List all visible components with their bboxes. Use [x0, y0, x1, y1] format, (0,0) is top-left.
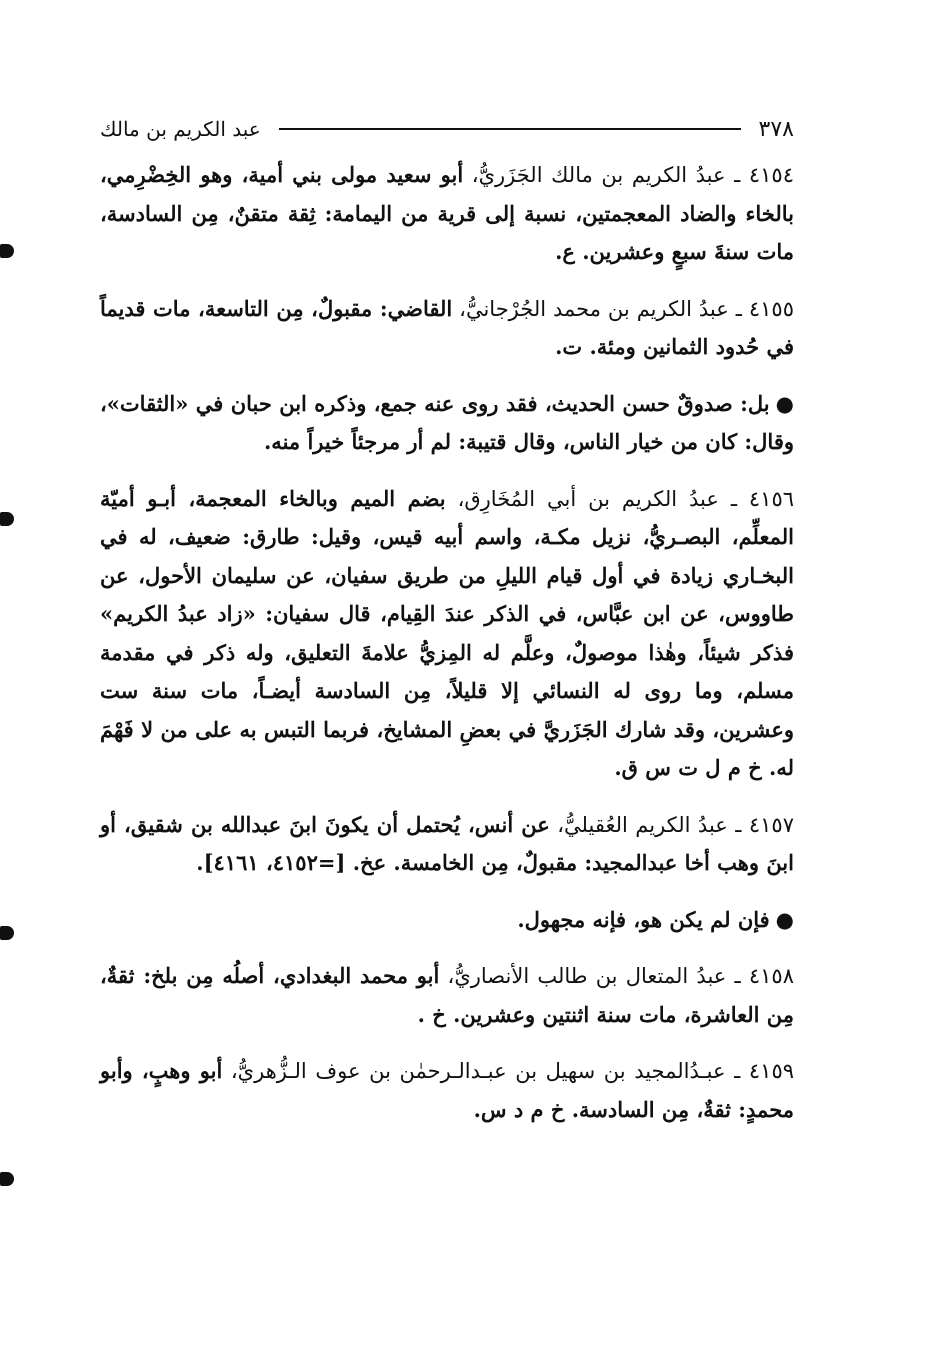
margin-mark: [0, 926, 14, 940]
entry-text: أبو محمد البغدادي، أصلُه مِن بلخ: ثقةٌ، مِن العاشرة، مات سنة اثنتين وعشرين. خ .: [100, 963, 794, 1027]
entry-name: عبـدُالمجيد بن سهيل بن عبـدالـرحمٰن بن عوف الـزُّهريُّ،: [230, 1059, 726, 1083]
entry-text: أبو وهبٍ، وأبو محمدٍ: ثقةٌ، مِن السادسة. خ م د س.: [100, 1058, 794, 1122]
entry-text: القاضي: مقبولٌ، مِن التاسعة، مات قديماً في حُدود الثمانين ومئة. ت.: [100, 295, 794, 359]
biography-entry: ٤١٥٦ ـ عبدُ الكريم بن أبي المُخَارِق، بضم الميم وبالخاء المعجمة، أبـو أميّة المعلِّم، البصـريُّ، نزيل مكـة، واسم أبيه قيس، وقيل: طارق: ضعيف، له في البخـاري زيادة في أول قيام الليلِ من طريق سفيان، عن سليمان الأحول، عن طاووس، عن ابن عبَّاس، في الذكر عندَ القِيام، قال سفيان: «زاد عبدُ الكريم» فذكر شيئاً، وهٰذا موصولٌ، وعلَّم له المِزيُّ علامةَ التعليق، وله ذكر في مقدمة مسلم، وما روى له النسائي إلا قليلاً، مِن السادسة أيضـاً، مات سنة ست وعشرين، وقد شارك الجَزَريَّ في بعضِ المشايخ، فربما التبس به على من لا فَهْمَ له. خ م ل ت س ق.: [100, 485, 795, 780]
editor-note: [100, 901, 794, 940]
entry-name: عبدُ الكريم بن أبي المُخَارِق،: [457, 486, 719, 511]
bullet-icon: ●: [775, 906, 794, 932]
entry-number: ٤١٥٦: [748, 486, 795, 511]
entry-number: ٤١٥٩: [748, 1059, 795, 1083]
biography-entry: ٤١٥٩ ـ عبـدُالمجيد بن سهيل بن عبـدالـرحمٰن بن عوف الـزُّهريُّ، أبو وهبٍ، وأبو محمدٍ: ثقةٌ، مِن السادسة. خ م د س.: [100, 1058, 795, 1122]
entry-number: ٤١٥٧: [748, 812, 794, 837]
margin-mark: [0, 1172, 14, 1186]
page-number: ٣٧٨: [758, 116, 794, 142]
entry-name: عبدُ الكريم العُقيليُّ،: [557, 812, 728, 837]
bullet-icon: ●: [775, 390, 794, 416]
entry-name: عبدُ المتعال بن طالب الأنصاريُّ،: [447, 964, 727, 988]
note-text: فإن لم يكن هو، فإنه مجهول.: [517, 906, 770, 932]
biography-entry: ٤١٥٥ ـ عبدُ الكريم بن محمد الجُرْجانيُّ، القاضي: مقبولٌ، مِن التاسعة، مات قديماً في حُدود الثمانين ومئة. ت.: [100, 295, 794, 359]
page-body: [100, 156, 794, 1129]
entry-name: عبدُ الكريم بن مالك الجَزَريُّ،: [471, 163, 726, 187]
header-rule: [279, 128, 741, 130]
biography-entry: ٤١٥٨ ـ عبدُ المتعال بن طالب الأنصاريُّ، أبو محمد البغدادي، أصلُه مِن بلخ: ثقةٌ، مِن العاشرة، مات سنة اثنتين وعشرين. خ .: [100, 963, 794, 1027]
note-text: بل: صدوقٌ حسن الحديث، فقد روى عنه جمع، وذكره ابن حبان في «الثقات»، وقال: كان من خيار الناس، وقال قتيبة: لم أر مرجئاً خيراً منه.: [100, 390, 794, 454]
biography-entry: ٤١٥٤ ـ عبدُ الكريم بن مالك الجَزَريُّ، أبو سعيد مولى بني أمية، وهو الخِضْرِمي، بالخاء والضاد المعجمتين، نسبة إلى قرية من اليمامة: ثِقة متقنٌ، مِن السادسة، مات سنةَ سبعٍ وعشرين. ع.: [100, 162, 794, 264]
biography-entry: ٤١٥٧ ـ عبدُ الكريم العُقيليُّ، عن أنس، يُحتمل أن يكونَ ابنَ عبدالله بن شقيق، أو ابنَ وهب أخا عبدالمجيد: مقبولٌ، مِن الخامسة. عخ. [=٤١٥٢، ٤١٦١].: [100, 811, 794, 875]
editor-note: [100, 385, 794, 462]
entry-text: أبو سعيد مولى بني أمية، وهو الخِضْرِمي، بالخاء والضاد المعجمتين، نسبة إلى قرية من اليمامة: ثِقة متقنٌ، مِن السادسة، مات سنةَ سبعٍ وعشرين. ع.: [100, 162, 794, 264]
running-title: عبد الكريم بن مالك: [100, 117, 261, 141]
entry-text: بضم الميم وبالخاء المعجمة، أبـو أميّة المعلِّم، البصـريُّ، نزيل مكـة، واسم أبيه قيس، وقيل: طارق: ضعيف، له في البخـاري زيادة في أول قيام الليلِ من طريق سفيان، عن سليمان الأحول، عن طاووس، عن ابن عبَّاس، في الذكر عندَ القِيام، قال سفيان: «زاد عبدُ الكريم» فذكر شيئاً، وهٰذا موصولٌ، وعلَّم له المِزيُّ علامةَ التعليق، وله ذكر في مقدمة مسلم، وما روى له النسائي إلا قليلاً، مِن السادسة أيضـاً، مات سنة ست وعشرين، وقد شارك الجَزَريَّ في بعضِ المشايخ، فربما التبس به على من لا فَهْمَ له. خ م ل ت س ق.: [100, 485, 794, 780]
margin-mark: [0, 512, 14, 526]
entry-number: ٤١٥٥: [748, 296, 794, 321]
entry-text: عن أنس، يُحتمل أن يكونَ ابنَ عبدالله بن شقيق، أو ابنَ وهب أخا عبدالمجيد: مقبولٌ، مِن الخامسة. عخ. [=٤١٥٢، ٤١٦١].: [100, 811, 794, 875]
entry-number: ٤١٥٤: [748, 163, 794, 187]
entry-name: عبدُ الكريم بن محمد الجُرْجانيُّ،: [459, 296, 729, 321]
running-header: [100, 112, 794, 146]
entry-number: ٤١٥٨: [748, 964, 794, 988]
margin-mark: [0, 244, 14, 258]
